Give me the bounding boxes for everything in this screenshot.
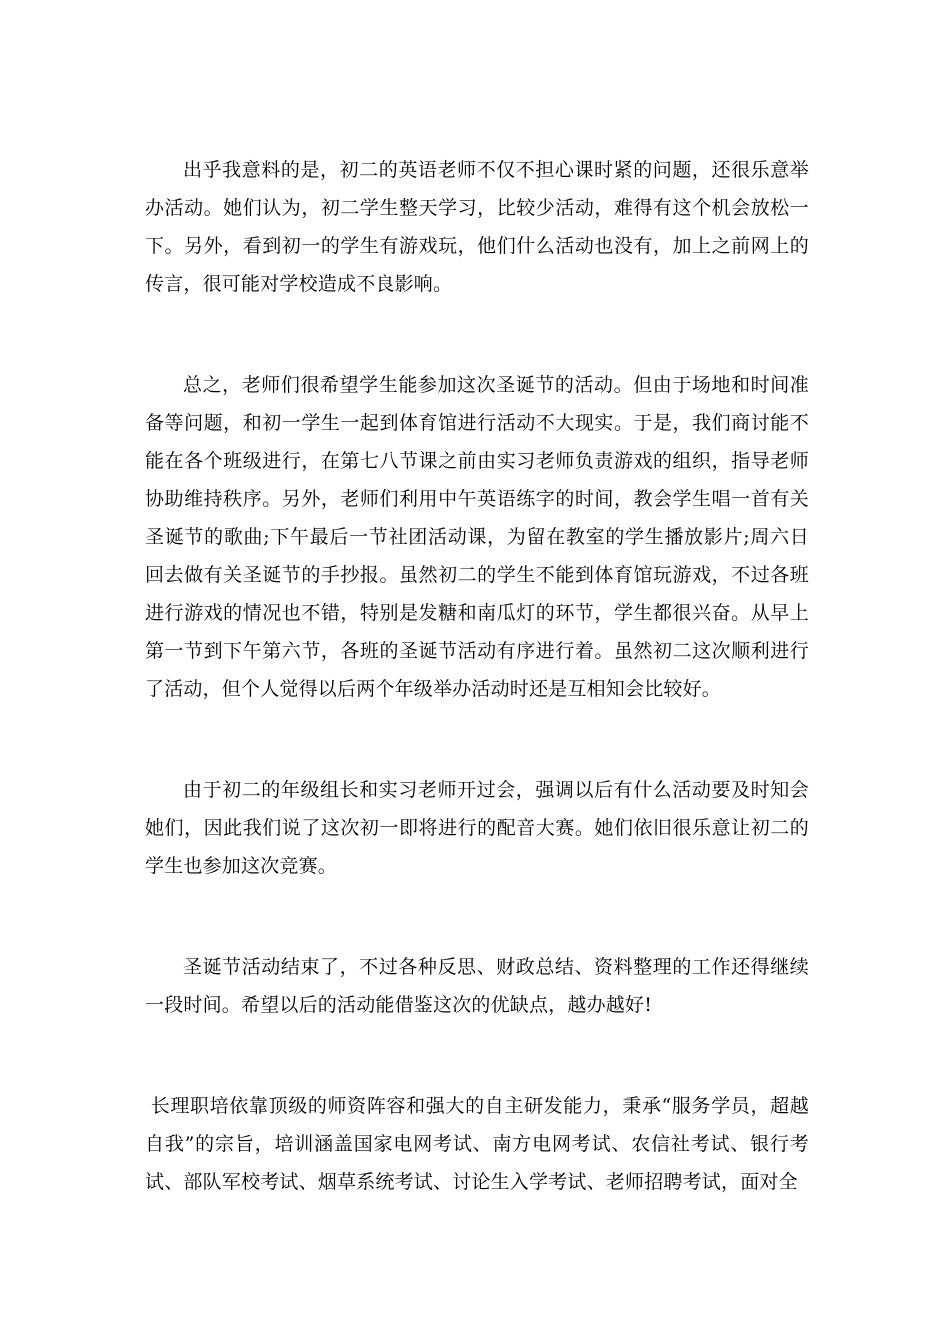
paragraph-1: 出乎我意料的是，初二的英语老师不仅不担心课时紧的问题，还很乐意举办活动。她们认为，初二学生整天学习，比较少活动，难得有这个机会放松一下。另外，看到初一的学生有游戏玩，他们什么活动也没有，加上之前网上的传言，很可能对学校造成不良影响。	[145, 159, 809, 295]
paragraph-5: 长理职培依靠顶级的师资阵容和强大的自主研发能力，秉承“服务学员，超越自我”的宗旨，培训涵盖国家电网考试、南方电网考试、农信社考试、银行考试、部队军校考试、烟草系统考试、讨论生入学考试、老师招聘考试，面对全	[145, 1095, 809, 1193]
paragraph-4: 圣诞节活动结束了，不过各种反思、财政总结、资料整理的工作还得继续一段时间。希望以后的活动能借鉴这次的优缺点，越办越好!	[145, 956, 809, 1016]
paragraph-2: 总之，老师们很希望学生能参加这次圣诞节的活动。但由于场地和时间准备等问题，和初一学生一起到体育馆进行活动不大现实。于是，我们商讨能不能在各个班级进行，在第七八节课之前由实习老师负责游戏的组织，指导老师协助维持秩序。另外，老师们利用中午英语练字的时间，教会学生唱一首有关圣诞节的歌曲;下午最后一节社团活动课，为留在教室的学生播放影片;周六日回去做有关圣诞节的手抄报。虽然初二的学生不能到体育馆玩游戏，不过各班进行游戏的情况也不错，特别是发糖和南瓜灯的环节，学生都很兴奋。从早上第一节到下午第六节，各班的圣诞节活动有序进行着。虽然初二这次顺利进行了活动，但个人觉得以后两个年级举办活动时还是互相知会比较好。	[145, 374, 809, 700]
paragraph-3: 由于初二的年级组长和实习老师开过会，强调以后有什么活动要及时知会她们，因此我们说了这次初一即将进行的配音大赛。她们依旧很乐意让初二的学生也参加这次竞赛。	[145, 779, 809, 877]
